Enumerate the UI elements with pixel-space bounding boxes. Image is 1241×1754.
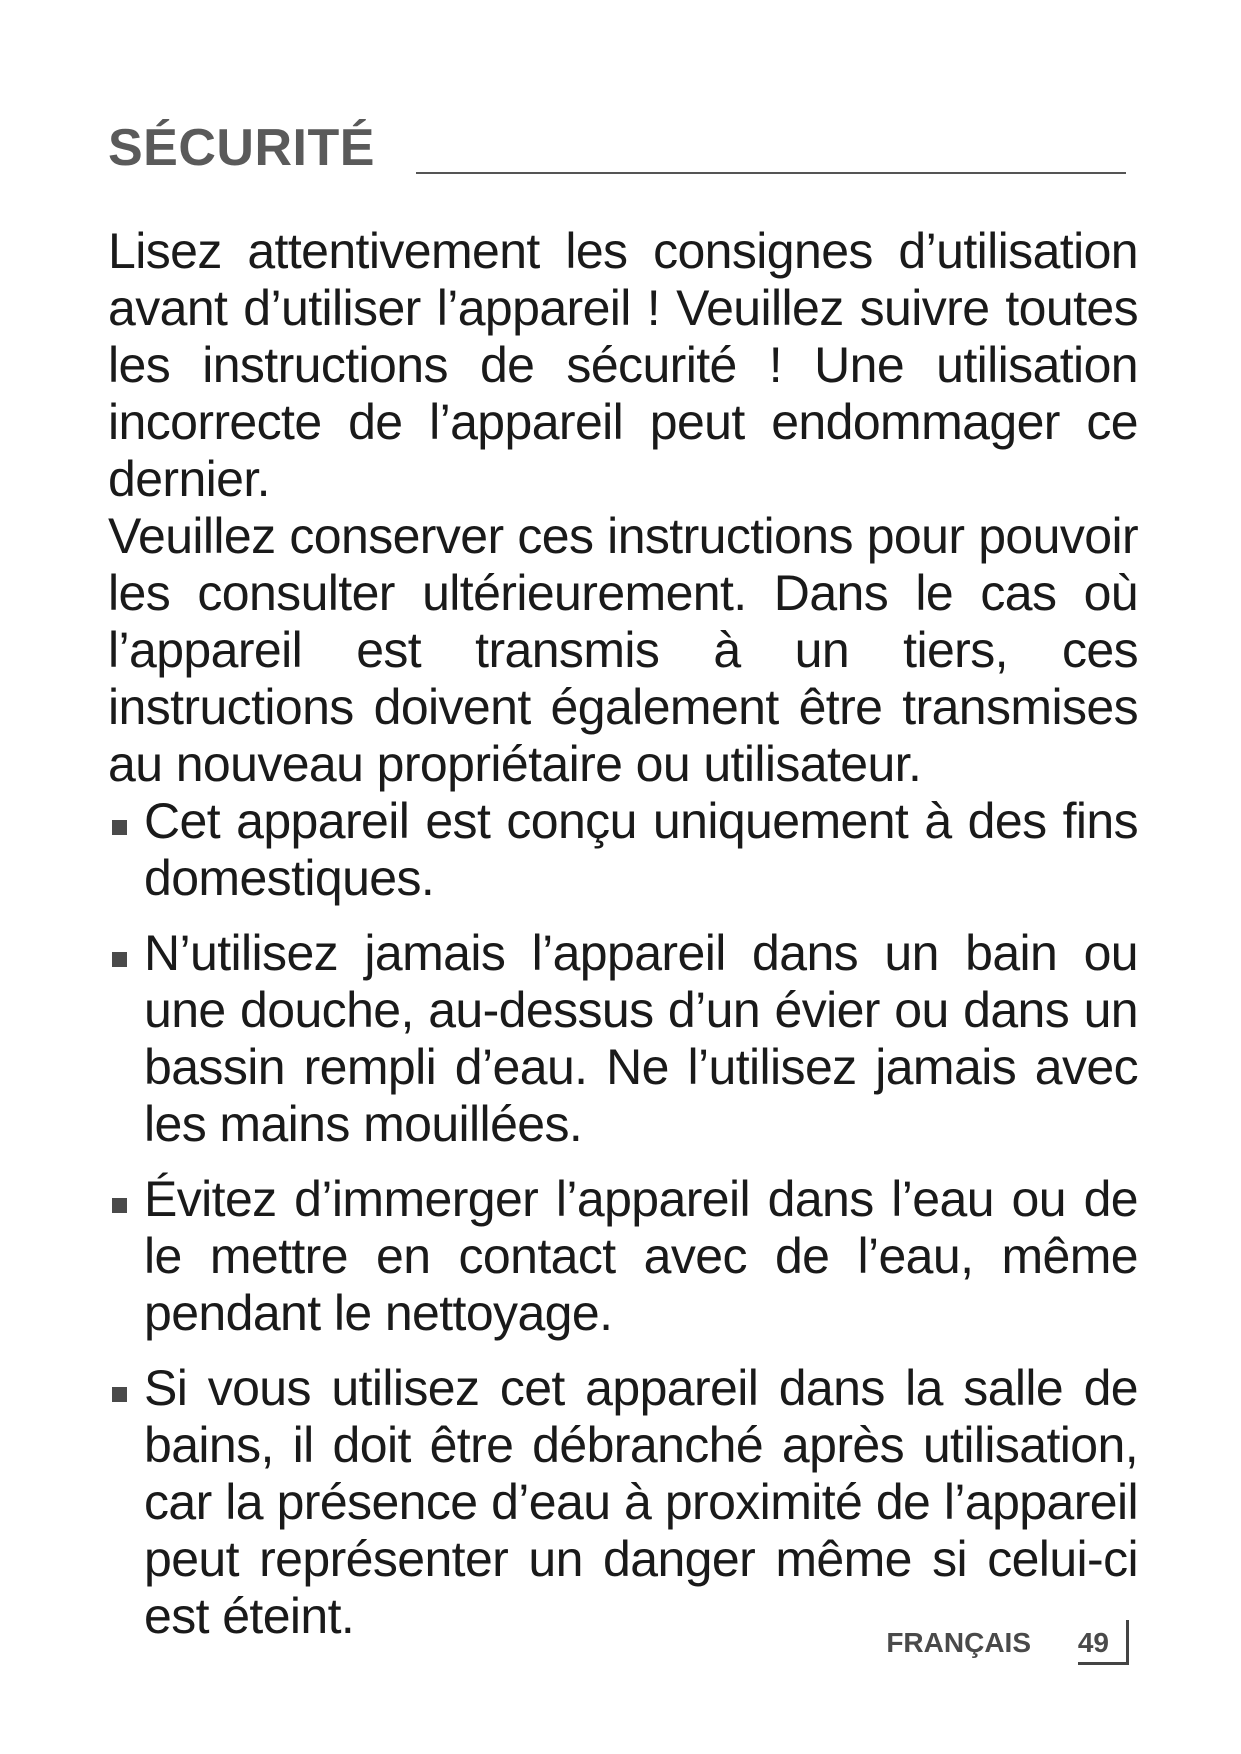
list-item-text: Cet appareil est conçu uniquement à des fins domestiques. — [144, 793, 1138, 906]
list-item — [108, 793, 1138, 907]
list-item — [108, 925, 1138, 1153]
square-bullet-icon — [112, 820, 127, 835]
list-item — [108, 1171, 1138, 1342]
body-text — [108, 223, 1138, 1663]
footer-language: FRANÇAIS — [886, 1627, 1031, 1658]
storage-paragraph: Veuillez conserver ces instructions pour pouvoir les consulter ultérieurement. Dans le cas où l’appareil est transmis à un tiers, ces instructions doivent également être transmises au nouveau propriétaire ou utilisateur. — [108, 508, 1138, 792]
list-item — [108, 1360, 1138, 1645]
square-bullet-icon — [112, 1387, 127, 1402]
intro-paragraph: Lisez attentivement les consignes d’utilisation avant d’utiliser l’appareil ! Veuillez suivre toutes les instructions de sécurité ! Une utilisation incorrecte de l’appareil peut endommager ce dernier. — [108, 223, 1138, 507]
safety-bullet-list — [108, 793, 1138, 1645]
list-item-text: N’utilisez jamais l’appareil dans un bain ou une douche, au-dessus d’un évier ou dans un bassin rempli d’eau. Ne l’utilisez jamais avec les mains mouillées. — [144, 925, 1138, 1152]
page-corner-mark — [1078, 1620, 1129, 1665]
heading-rule-divider — [416, 172, 1126, 174]
square-bullet-icon — [112, 1198, 127, 1213]
list-item-text: Si vous utilisez cet appareil dans la salle de bains, il doit être débranché après utilisation, car la présence d’eau à proximité de l’appareil peut représenter un danger même si celui-ci est éteint. — [144, 1360, 1138, 1644]
list-item-text: Évitez d’immerger l’appareil dans l’eau ou de le mettre en contact avec de l’eau, même pendant le nettoyage. — [144, 1171, 1138, 1341]
section-title: SÉCURITÉ — [108, 119, 375, 177]
section-heading — [108, 118, 1126, 178]
square-bullet-icon — [112, 952, 127, 967]
page-number: 49 — [1077, 1627, 1109, 1658]
